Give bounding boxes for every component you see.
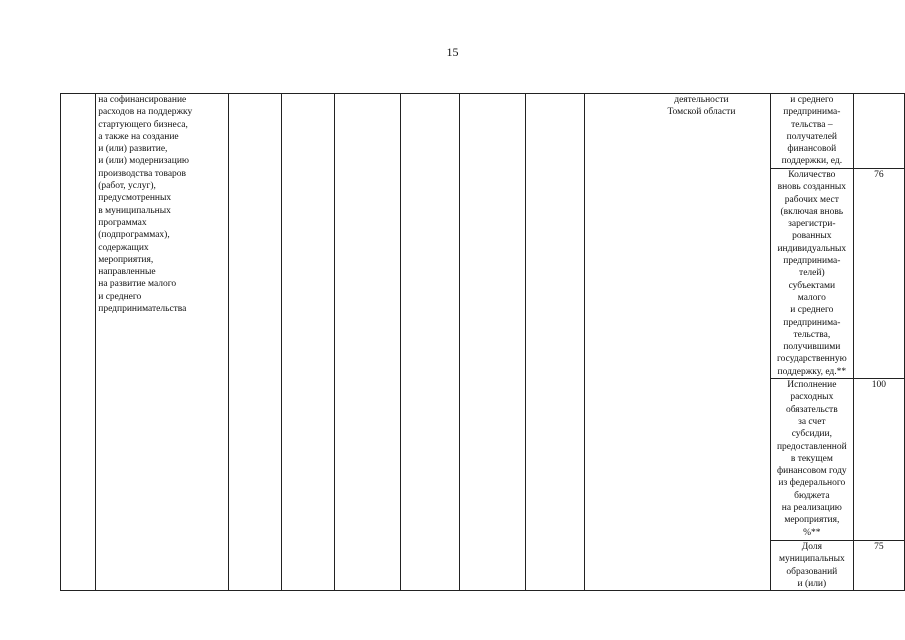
purpose-text: на софинансирование расходов на поддержку стартующего бизнеса, а также на создание и (или) развитие, и (или) модернизацию производства товаров (работ, услуг), предусмотренных в муниципальных программах (подпрограммах), содержащих мероприятия, направленные на развитие малого и среднего предпринимательства [98,95,193,315]
indicator-name-cell: Исполнение расходных обязательств за счет субсидии, предоставленной в текущем финансовом году из федерального бюджета на реализацию мероприятия, %** [770,379,853,541]
page-number: 15 [446,45,459,59]
indicator-name-cell: Количество вновь созданных рабочих мест (включая вновь зарегистри- рованных индивидуальных предпринима- телей) субъектами малого и среднего предпринима- тельства, получившими государственную поддержку, ед.** [770,169,853,379]
empty-cell [526,94,585,591]
empty-cell [334,94,400,591]
goal-cell [584,94,770,591]
indicator-value-cell: 75 [853,541,904,591]
number-cell [61,94,96,591]
indicator-name-cell: Доля муниципальных образований и (или) [770,541,853,591]
indicator-value-cell: 100 [853,379,904,541]
empty-cell [459,94,525,591]
program-table [60,93,905,591]
indicator-name-cell: и среднего предпринима- тельства – получателей финансовой поддержки, ед. [770,94,853,169]
table-row [61,94,905,169]
empty-cell [401,94,460,591]
purpose-cell [96,94,229,591]
indicator-value-cell: 76 [853,169,904,379]
empty-cell [229,94,282,591]
empty-cell [282,94,335,591]
indicator-value-cell [853,94,904,169]
goal-text: деятельности Томской области [667,95,736,118]
